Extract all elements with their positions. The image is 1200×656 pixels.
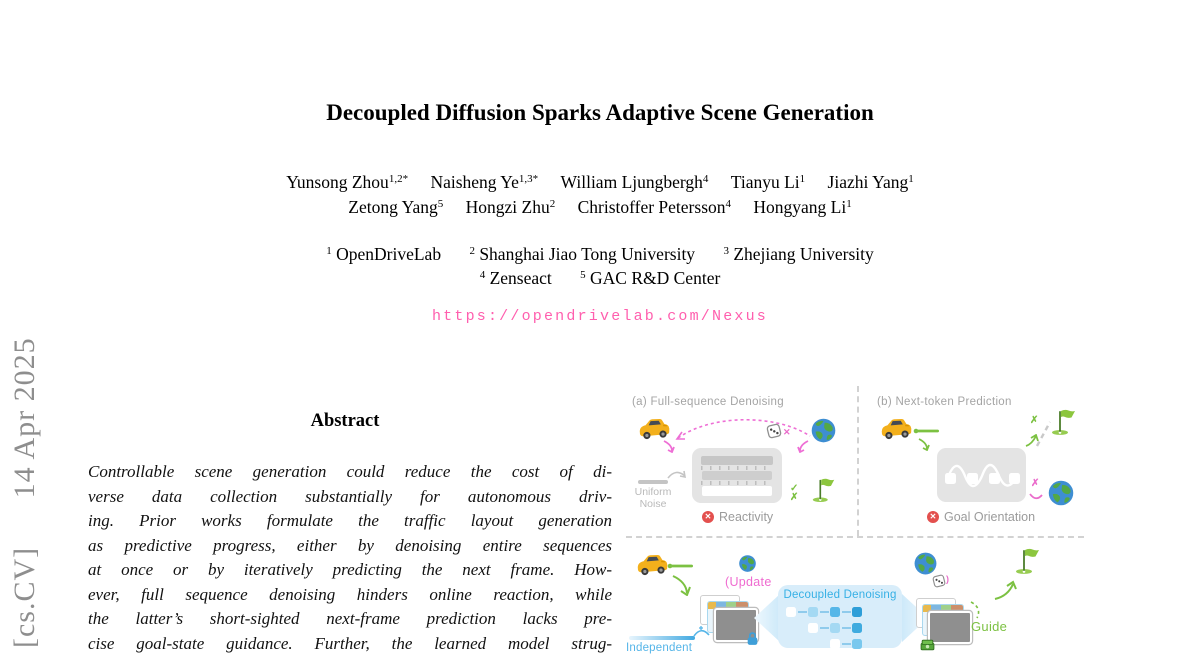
affiliation: $^1$ OpenDriveLab [326, 244, 441, 264]
cross-badge-icon: ✕ [927, 511, 939, 523]
pink-cross-icon: ✗ [1031, 479, 1039, 488]
author: Naisheng $Ye^{1,3*}$ [430, 172, 538, 192]
abstract-line: the latter’s short-sighted next-frame prediction lacks pre- [88, 607, 612, 632]
denoise-row [786, 607, 902, 617]
abstract-line: at once or by iteratively predicting the next frame. How- [88, 558, 612, 583]
teaser-figure [626, 384, 1200, 648]
dice-icon [932, 574, 946, 588]
panel-b-caption: (b) Next-token Prediction [877, 396, 1012, 408]
panel-divider-horizontal [626, 536, 1084, 538]
author: Christoffer Petersson$^4$ [578, 197, 731, 217]
author-row-2 [0, 197, 1200, 218]
step-arrow-icon [666, 561, 698, 571]
author: Tianyu Li$^1$ [731, 172, 805, 192]
scene-stack-right [916, 598, 978, 648]
abstract-text [88, 460, 612, 656]
abstract-line: verse data collection substantially for autonomous driv- [88, 485, 612, 510]
affiliation: $^3$ Zhejiang University [723, 244, 873, 264]
uniform-noise-label: Uniform Noise [628, 487, 678, 510]
abstract-line: cise goal-state guidance. Further, the learned model strug- [88, 632, 612, 656]
motion-arc-icon [662, 439, 678, 453]
affiliation: $^5$ GAC R&D Center [580, 268, 720, 288]
globe-icon [810, 417, 837, 444]
abstract-line: as predictive progress, either by denoising entire sequences [88, 534, 612, 559]
independent-label: Independent [626, 642, 692, 654]
motion-arc-icon [992, 580, 1018, 602]
check-cross-icon: ✓ ✗ [790, 484, 798, 502]
scene-stack-left [700, 595, 762, 648]
author: William Ljungbergh$^4$ [561, 172, 709, 192]
panel-b-verdict: ✕ Goal Orientation [927, 510, 1035, 524]
noise-arrow-icon [666, 468, 688, 480]
panel-a-verdict: ✕ Reactivity [702, 510, 773, 524]
plus-arc-icon [692, 624, 712, 638]
motion-paren-icon: ) [946, 574, 949, 584]
arxiv-date: 14 Apr 2025 [8, 337, 41, 498]
guide-arc-icon [968, 600, 984, 620]
decoupled-denoising-box [778, 585, 902, 648]
independent-noise-bar [629, 636, 695, 640]
author: Zetong Yang$^5$ [348, 197, 443, 217]
dice-icon [766, 423, 782, 439]
abstract-line: Controllable scene generation could reduce the cost of di- [88, 460, 612, 485]
token-box [937, 448, 1026, 502]
dice-cross-icon: ✕ [783, 427, 791, 438]
abstract-line: ever, full sequence denoising hinders online reaction, while [88, 583, 612, 608]
globe-icon [913, 551, 938, 576]
sequence-grid [692, 448, 782, 503]
motion-arc-icon [794, 439, 810, 453]
motion-arc-icon [670, 574, 694, 596]
motion-arc-icon [917, 437, 933, 451]
arxiv-stamp [8, 337, 42, 648]
abstract-heading: Abstract [75, 411, 615, 432]
reaction-arc-icon [672, 418, 814, 444]
panel-divider-vertical [857, 386, 859, 536]
project-link[interactable]: https://opendrivelab.com/Nexus [432, 308, 768, 325]
noise-bar-icon [638, 480, 668, 484]
author-row-1 [0, 172, 1200, 193]
author: Yunsong Zhou$^{1,2*}$ [286, 172, 408, 192]
affiliation-row-2 [0, 268, 1200, 289]
car-icon [877, 413, 915, 444]
denoise-row [808, 623, 902, 633]
arxiv-category: [cs.CV] [8, 547, 41, 648]
affiliation: $^4$ Zenseact [480, 268, 552, 288]
globe-icon [1047, 479, 1075, 507]
cross-icon: ✗ [1030, 416, 1038, 425]
motion-arc-icon [1024, 434, 1040, 448]
author: Hongzi Zhu$^2$ [466, 197, 556, 217]
affiliation: $^2$ Shanghai Jiao Tong University [469, 244, 695, 264]
globe-icon [738, 554, 757, 573]
goal-flag-icon [1014, 547, 1042, 575]
author: Hongyang Li$^1$ [753, 197, 851, 217]
decoupled-denoising-label: Decoupled Denoising [778, 589, 902, 601]
paper-title: Decoupled Diffusion Sparks Adaptive Scene Generation [0, 100, 1200, 126]
goal-flag-icon [811, 477, 837, 503]
cross-badge-icon: ✕ [702, 511, 714, 523]
author: Jiazhi Yang$^1$ [828, 172, 914, 192]
goal-flag-icon [1050, 408, 1078, 436]
step-arrow-icon [912, 426, 944, 436]
pink-arc-icon [1028, 492, 1044, 504]
panel-a-caption: (a) Full-sequence Denoising [632, 396, 784, 408]
abstract-line: ing. Prior works formulate the traffic layout generation [88, 509, 612, 534]
guide-label: Guide [971, 619, 1007, 634]
lock-icon [746, 631, 759, 646]
update-label: (Update [725, 575, 772, 589]
reward-icon [920, 638, 935, 651]
affiliation-row-1 [0, 244, 1200, 265]
